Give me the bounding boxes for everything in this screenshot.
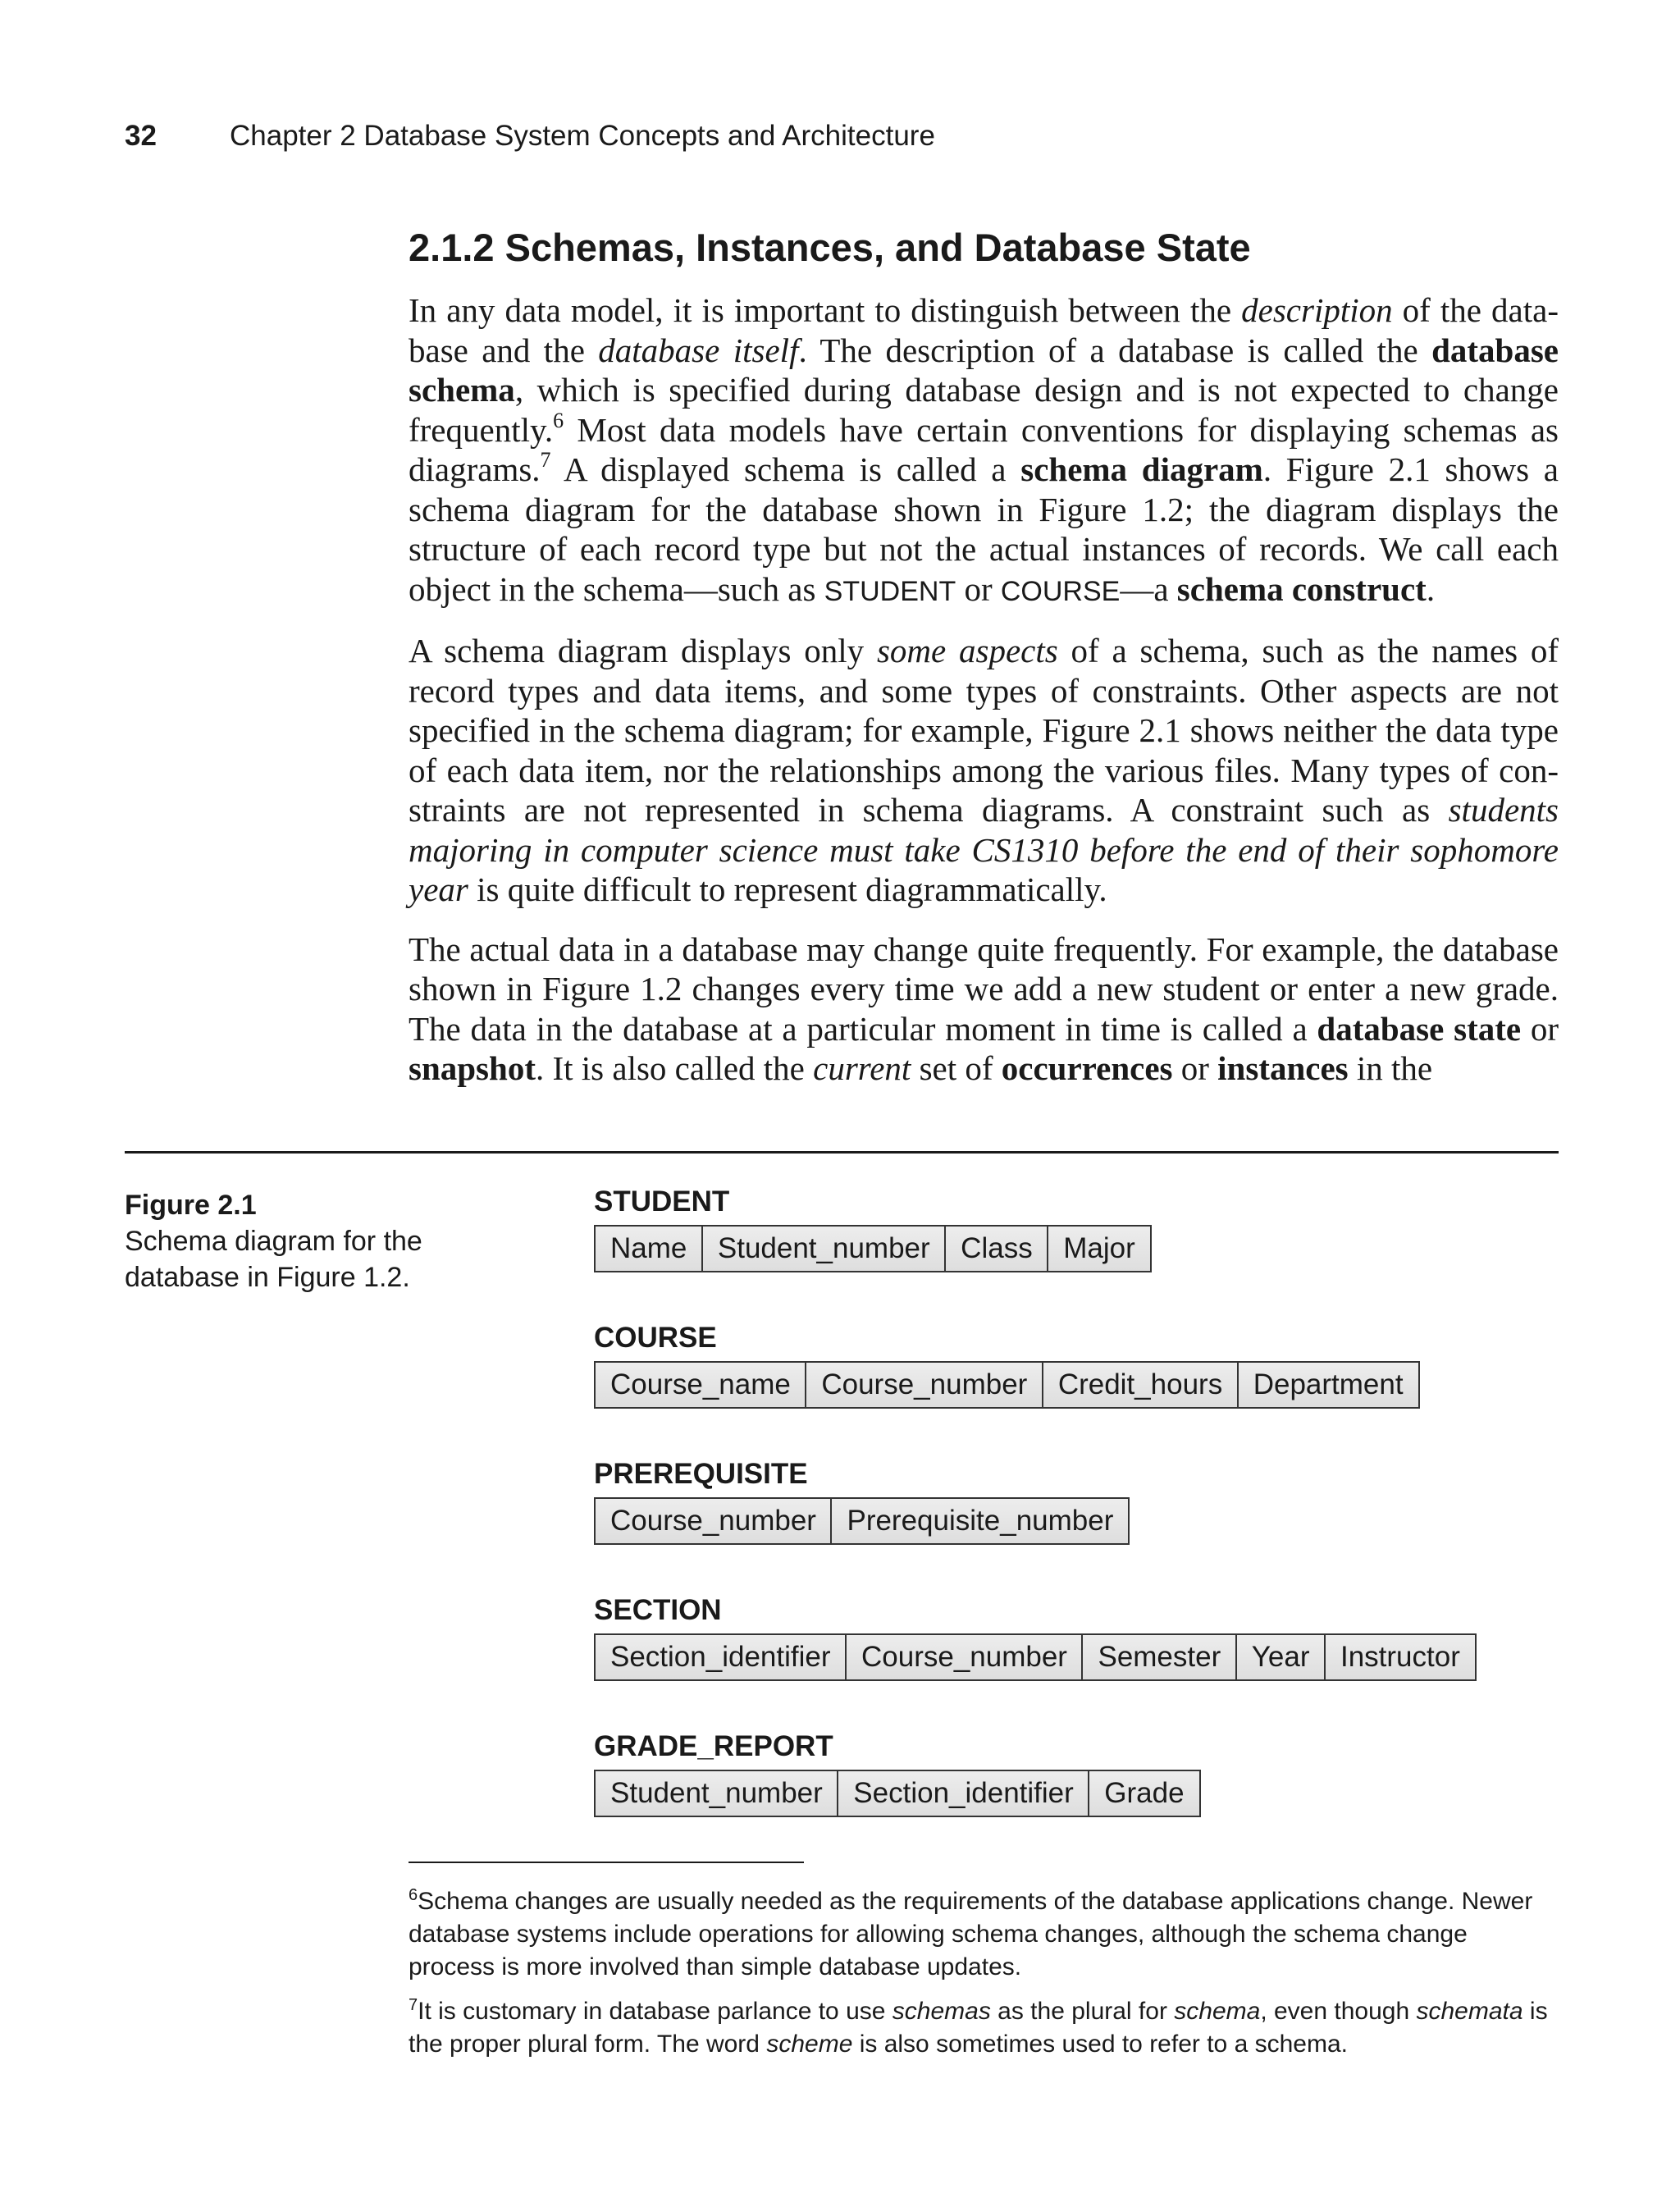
entity-name: PREREQUISITE bbox=[594, 1458, 808, 1490]
text-run: in the bbox=[1348, 1049, 1433, 1087]
text-run: or bbox=[956, 569, 1001, 608]
footnote-7 bbox=[409, 1995, 1557, 2061]
text-run: . The description of a database is called the bbox=[798, 331, 1432, 369]
attribute-cell: Department bbox=[1237, 1361, 1420, 1409]
attribute-cell: Course_number bbox=[594, 1497, 833, 1545]
entity-name: COURSE bbox=[594, 1322, 717, 1354]
text-run: —a bbox=[1120, 569, 1177, 608]
figure-caption-text: Schema diagram for the database in Figure 1.2. bbox=[125, 1226, 422, 1293]
text-run: A displayed schema is called a bbox=[550, 450, 1021, 488]
schema-entity-student bbox=[594, 1186, 1477, 1272]
emphasis: description bbox=[1241, 291, 1393, 329]
text-run: In any data model, it is important to distinguish between the bbox=[409, 291, 1242, 329]
attribute-cell: Course_number bbox=[805, 1361, 1043, 1409]
text-run: as the plural for bbox=[990, 1998, 1175, 2025]
attribute-row bbox=[594, 1633, 1477, 1681]
text-run: . Figure 2.1 shows a schema diagram for the database shown in Figure 1.2; the diagram displays the structure of each record type but not the actual instances of records. We call each object in the schema—such as bbox=[409, 450, 1559, 608]
attribute-cell: Instructor bbox=[1324, 1633, 1477, 1681]
emphasis: scheme bbox=[766, 2031, 853, 2058]
text-run: is also sometimes used to refer to a schema. bbox=[852, 2031, 1348, 2058]
text-run: . It is also called the bbox=[535, 1049, 814, 1087]
text-run: of the database and the bbox=[409, 291, 1559, 369]
emphasis: current bbox=[813, 1049, 911, 1087]
attribute-cell: Major bbox=[1047, 1225, 1152, 1272]
term-occurrences: occurrences bbox=[1001, 1049, 1173, 1087]
paragraph-1 bbox=[409, 290, 1559, 611]
emphasis: schema bbox=[1174, 1998, 1261, 2025]
text-run: . bbox=[1426, 569, 1436, 608]
attribute-row bbox=[594, 1770, 1477, 1817]
text-run: , which is specified during database design and is not expected to change frequently. bbox=[409, 371, 1559, 449]
body-text bbox=[409, 290, 1559, 1108]
footnote-text: Schema changes are usually needed as the requirements of the database applications change. Newer database systems include operations for allowing schema changes, although the schema change process is more involved than simple database updates. bbox=[409, 1888, 1533, 1980]
text-run: , even though bbox=[1260, 1998, 1417, 2025]
footnote-mark: 7 bbox=[409, 1996, 418, 2014]
attribute-cell: Section_identifier bbox=[837, 1770, 1090, 1817]
attribute-cell: Semester bbox=[1081, 1633, 1237, 1681]
schema-entity-course bbox=[594, 1322, 1477, 1409]
footnote-ref-6[interactable]: 6 bbox=[553, 408, 564, 432]
entity-ref-student: STUDENT bbox=[824, 575, 956, 607]
emphasis: schemata bbox=[1416, 1998, 1523, 2025]
page-number: 32 bbox=[125, 120, 157, 152]
entity-ref-course: COURSE bbox=[1000, 575, 1121, 607]
paragraph-3 bbox=[409, 930, 1559, 1089]
text-run: Most data models have certain conventions for displaying schemas as diagrams. bbox=[409, 410, 1559, 488]
chapter-title: Chapter 2 Database System Concepts and Architecture bbox=[230, 120, 935, 152]
section-heading: 2.1.2 Schemas, Instances, and Database State bbox=[409, 226, 1251, 269]
attribute-cell: Student_number bbox=[594, 1770, 839, 1817]
term-snapshot: snapshot bbox=[409, 1049, 536, 1087]
text-run: The actual data in a database may change quite frequently. For example, the database shown in Figure 1.2 changes every time we add a new student or enter a new grade. The data in the database at a particular moment in time is called a bbox=[409, 930, 1559, 1048]
attribute-row bbox=[594, 1497, 1477, 1545]
footnotes bbox=[409, 1885, 1557, 2072]
running-head bbox=[125, 120, 935, 153]
paragraph-2 bbox=[409, 631, 1559, 910]
schema-diagram bbox=[594, 1186, 1477, 1866]
attribute-cell: Name bbox=[594, 1225, 703, 1272]
text-run: It is customary in database parlance to use bbox=[418, 1998, 892, 2025]
attribute-cell: Year bbox=[1235, 1633, 1326, 1681]
figure-caption bbox=[125, 1187, 469, 1295]
attribute-row bbox=[594, 1361, 1477, 1409]
text-run: or bbox=[1521, 1009, 1559, 1048]
text-run: of a schema, such as the names of record types and data items, and some types of constraints. Other aspects are not specified in the schema diagram; for example, Figure 2.1 shows neither the data type of each data item, nor the relationships among the various files. Many types of constraints are not represented in schema diagrams. A constraint such as bbox=[409, 632, 1559, 829]
footnote-mark: 6 bbox=[409, 1886, 418, 1904]
emphasis: database itself bbox=[598, 331, 799, 369]
emphasis: some aspects bbox=[876, 632, 1058, 669]
attribute-cell: Credit_hours bbox=[1042, 1361, 1239, 1409]
term-schema-construct: schema construct bbox=[1176, 569, 1427, 608]
attribute-row bbox=[594, 1225, 1477, 1272]
term-database-schema: database schema bbox=[409, 331, 1559, 409]
footnote-ref-7[interactable]: 7 bbox=[540, 448, 551, 473]
entity-name: SECTION bbox=[594, 1594, 722, 1626]
text-run: or bbox=[1172, 1049, 1218, 1087]
schema-entity-grade-report bbox=[594, 1730, 1477, 1817]
text-run: is quite difficult to represent diagrammatically. bbox=[468, 870, 1107, 908]
term-database-state: database state bbox=[1317, 1009, 1522, 1048]
entity-name: STUDENT bbox=[594, 1186, 730, 1217]
footnote-divider bbox=[409, 1862, 804, 1863]
schema-entity-prerequisite bbox=[594, 1458, 1477, 1545]
attribute-cell: Section_identifier bbox=[594, 1633, 847, 1681]
term-instances: instances bbox=[1217, 1049, 1349, 1087]
attribute-cell: Grade bbox=[1088, 1770, 1200, 1817]
attribute-cell: Prerequisite_number bbox=[830, 1497, 1130, 1545]
term-schema-diagram: schema diagram bbox=[1020, 450, 1263, 488]
attribute-cell: Class bbox=[944, 1225, 1049, 1272]
footnote-6 bbox=[409, 1885, 1557, 1984]
text-run: set of bbox=[911, 1049, 1002, 1087]
attribute-cell: Course_number bbox=[845, 1633, 1084, 1681]
text-run: A schema diagram displays only bbox=[409, 632, 877, 669]
text-run: is the proper plural form. The word bbox=[409, 1998, 1548, 2058]
attribute-cell: Student_number bbox=[701, 1225, 947, 1272]
emphasis: students majoring in computer science must take CS1310 before the end of their sophomore year bbox=[409, 791, 1559, 908]
figure-label: Figure 2.1 bbox=[125, 1190, 257, 1221]
emphasis: schemas bbox=[892, 1998, 991, 2025]
entity-name: GRADE_REPORT bbox=[594, 1730, 833, 1762]
attribute-cell: Course_name bbox=[594, 1361, 807, 1409]
figure-divider bbox=[125, 1151, 1559, 1154]
schema-entity-section bbox=[594, 1594, 1477, 1681]
